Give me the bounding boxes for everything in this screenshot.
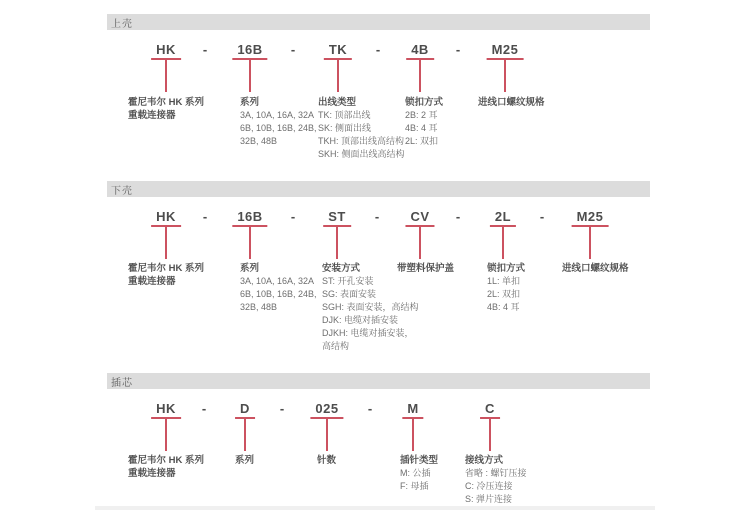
column-option: 4B: 4 耳 <box>405 123 438 133</box>
connector-line <box>589 227 591 259</box>
description-column <box>322 262 419 353</box>
column-option: SG: 表面安装 <box>322 289 377 299</box>
column-title: 接线方式 <box>465 455 504 466</box>
column-option: 4B: 4 耳 <box>487 302 520 312</box>
column-title: 霍尼韦尔 HK 系列 <box>128 263 205 274</box>
column-option: SK: 侧面出线 <box>318 123 372 133</box>
column-title: 锁扣方式 <box>405 97 444 108</box>
column-option: SKH: 侧面出线高结构 <box>318 149 405 159</box>
code-segment-insert-C: C <box>480 402 500 419</box>
description-column <box>405 96 443 148</box>
description-column <box>487 262 525 314</box>
description-column <box>317 454 336 467</box>
description-column <box>240 96 317 148</box>
column-option: ST: 开孔安装 <box>322 276 374 286</box>
column-title: 系列 <box>235 455 255 466</box>
connector-line <box>336 227 338 259</box>
column-title: 进线口螺纹规格 <box>478 97 545 108</box>
code-segment-lower-shell-16B: 16B <box>232 210 267 227</box>
connector-line <box>249 227 251 259</box>
code-dash: - <box>455 42 461 57</box>
code-dash: - <box>201 401 207 416</box>
column-option: 2B: 2 耳 <box>405 110 438 120</box>
code-segment-lower-shell-ST: ST <box>323 210 351 227</box>
connector-line <box>412 419 414 451</box>
column-option: 32B, 48B <box>240 136 278 146</box>
code-dash: - <box>367 401 373 416</box>
column-option: 6B, 10B, 16B, 24B, <box>240 289 317 299</box>
column-option: DJKH: 电缆对插安装， <box>322 328 414 338</box>
code-segment-lower-shell-M25: M25 <box>572 210 609 227</box>
connector-line <box>502 227 504 259</box>
code-segment-insert-025: 025 <box>310 402 343 419</box>
section-title: 插芯 <box>111 377 133 389</box>
column-title: 系列 <box>240 97 260 108</box>
column-option: SGH: 表面安装，高结构 <box>322 302 419 312</box>
column-title: 插针类型 <box>400 455 439 466</box>
column-option: C: 冷压连接 <box>465 481 513 491</box>
description-column <box>465 454 527 506</box>
section-title: 上壳 <box>111 18 133 30</box>
column-title: 霍尼韦尔 HK 系列 <box>128 97 205 108</box>
description-column <box>397 262 454 275</box>
connector-line <box>337 60 339 92</box>
code-segment-insert-D: D <box>235 402 255 419</box>
column-title: 针数 <box>317 455 337 466</box>
connector-line <box>419 60 421 92</box>
code-segment-lower-shell-HK: HK <box>151 210 181 227</box>
code-segment-insert-M: M <box>402 402 423 419</box>
description-column <box>128 454 204 480</box>
column-option: 3A, 10A, 16A, 32A <box>240 110 315 120</box>
connector-line <box>165 60 167 92</box>
code-dash: - <box>290 42 296 57</box>
column-option: F: 母插 <box>400 481 429 491</box>
column-option: 1L: 单扣 <box>487 276 521 286</box>
connector-line <box>326 419 328 451</box>
connector-line <box>244 419 246 451</box>
code-dash: - <box>375 42 381 57</box>
column-option: 省略 : 螺钉压接 <box>465 468 527 478</box>
column-option: TKH: 顶部出线高结构 <box>318 136 405 146</box>
code-dash: - <box>202 42 208 57</box>
column-title: 出线类型 <box>318 97 357 108</box>
code-segment-upper-shell-TK: TK <box>324 43 352 60</box>
code-dash: - <box>455 209 461 224</box>
description-column <box>240 262 317 314</box>
connector-line <box>419 227 421 259</box>
column-option: S: 弹片连接 <box>465 494 513 504</box>
column-option: 2L: 双扣 <box>405 136 439 146</box>
code-segment-upper-shell-4B: 4B <box>406 43 434 60</box>
connector-line <box>165 419 167 451</box>
description-column <box>235 454 254 467</box>
connector-line <box>489 419 491 451</box>
column-title: 锁扣方式 <box>487 263 526 274</box>
connector-line <box>249 60 251 92</box>
code-dash: - <box>539 209 545 224</box>
description-column <box>478 96 545 109</box>
code-dash: - <box>374 209 380 224</box>
description-column <box>128 96 204 122</box>
code-segment-upper-shell-HK: HK <box>151 43 181 60</box>
column-title: 进线口螺纹规格 <box>562 263 629 274</box>
section-header-upper-shell <box>107 14 650 30</box>
column-title: 重载连接器 <box>128 110 176 121</box>
column-option: 2L: 双扣 <box>487 289 521 299</box>
column-option: 32B, 48B <box>240 302 278 312</box>
code-dash: - <box>290 209 296 224</box>
page-bottom-divider <box>95 506 655 510</box>
description-column <box>400 454 438 493</box>
code-dash: - <box>202 209 208 224</box>
column-title: 重载连接器 <box>128 468 176 479</box>
connector-line <box>504 60 506 92</box>
column-option: M: 公插 <box>400 468 431 478</box>
connector-line <box>165 227 167 259</box>
code-segment-upper-shell-16B: 16B <box>232 43 267 60</box>
column-option: 6B, 10B, 16B, 24B, <box>240 123 317 133</box>
section-header-insert <box>107 373 650 389</box>
column-option: DJK: 电缆对插安装 <box>322 315 399 325</box>
column-option: 高结构 <box>322 341 350 351</box>
section-title: 下壳 <box>111 185 133 197</box>
code-segment-upper-shell-M25: M25 <box>487 43 524 60</box>
column-title: 重载连接器 <box>128 276 176 287</box>
section-header-lower-shell <box>107 181 650 197</box>
column-title: 系列 <box>240 263 260 274</box>
column-option: TK: 顶部出线 <box>318 110 371 120</box>
code-segment-lower-shell-2L: 2L <box>490 210 516 227</box>
column-title: 霍尼韦尔 HK 系列 <box>128 455 205 466</box>
column-title: 带塑料保护盖 <box>397 263 455 274</box>
description-column <box>128 262 204 288</box>
description-column <box>318 96 405 161</box>
code-segment-insert-HK: HK <box>151 402 181 419</box>
column-title: 安装方式 <box>322 263 361 274</box>
column-option: 3A, 10A, 16A, 32A <box>240 276 315 286</box>
code-dash: - <box>279 401 285 416</box>
description-column <box>562 262 629 275</box>
code-segment-lower-shell-CV: CV <box>405 210 434 227</box>
